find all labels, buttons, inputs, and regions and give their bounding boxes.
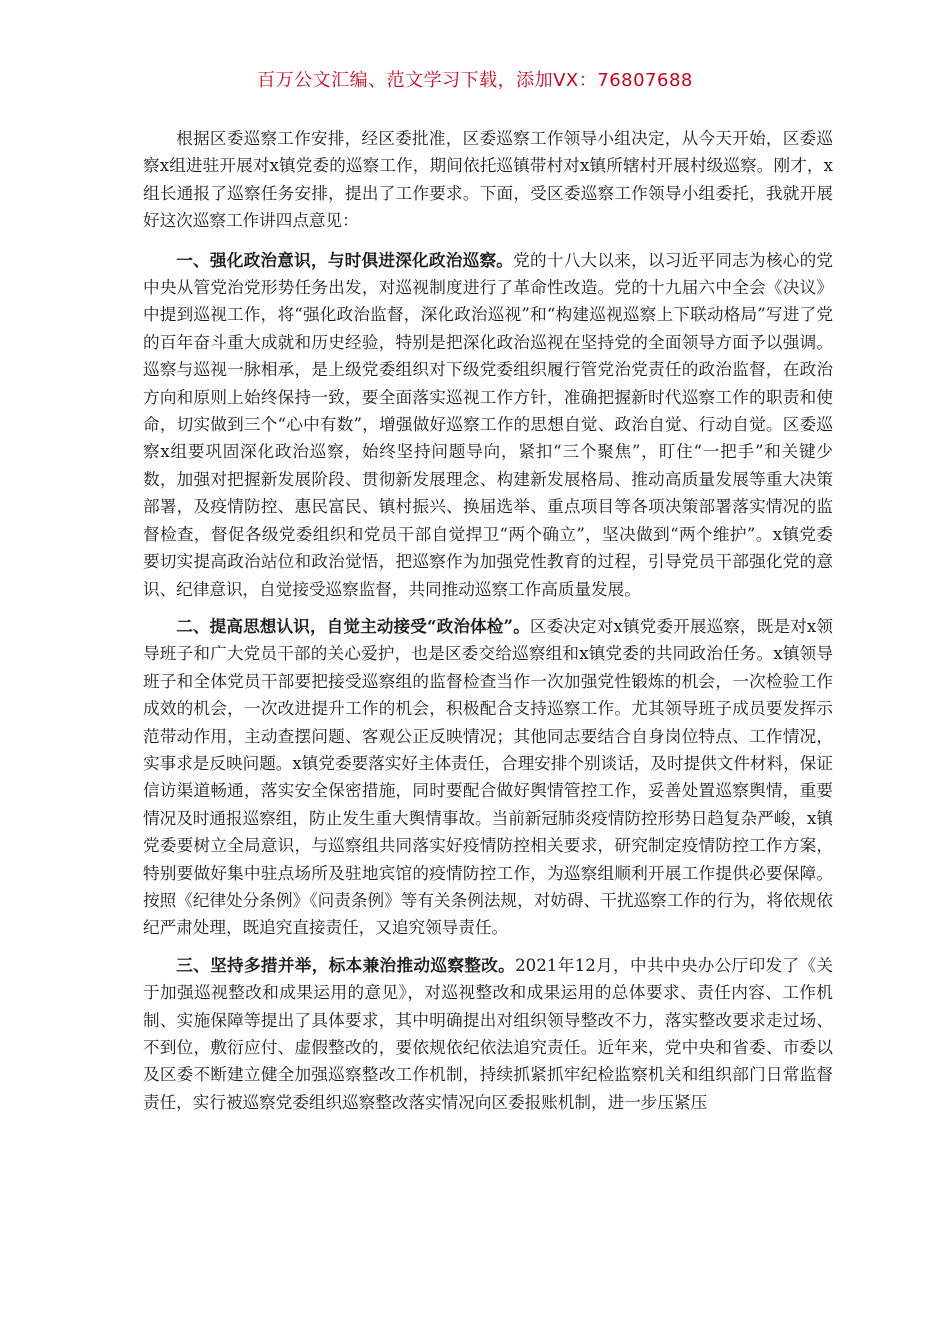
section-2-heading: 二、提高思想认识，自觉主动接受“政治体检”。 [176,615,530,636]
intro-paragraph: 根据区委巡察工作安排，经区委批准，区委巡察工作领导小组决定，从今天开始，区委巡察x组进驻开展对x镇党委的巡察工作，期间依托巡镇带村对x镇所辖村开展村级巡察。刚才，x组长通报了巡察任务安排，提出了工作要求。下面，受区委巡察工作领导小组委托，我就开展好这次巡察工作讲四点意见： [143,129,833,231]
section-1-paragraph [143,247,833,603]
section-3-heading: 三、坚持多措并举，标本兼治推动巡察整改。 [176,954,516,975]
section-2-body: 区委决定对x镇党委开展巡察，既是对x领导班子和广大党员干部的关心爱护，也是区委交给巡察组和x镇党委的共同政治任务。x镇领导班子和全体党员干部要把接受巡察组的监督检查当作一次加强党性锻炼的机会，一次检验工作成效的机会，一次改进提升工作的机会，积极配合支持巡察工作。尤其领导班子成员要发挥示范带动作用，主动查摆问题、客观公正反映情况；其他同志要结合自身岗位特点、工作情况，实事求是反映问题。x镇党委要落实好主体责任，合理安排个别谈话，及时提供文件材料，保证信访渠道畅通，落实安全保密措施，同时要配合做好舆情管控工作，妥善处置巡察舆情，重要情况及时通报巡察组，防止发生重大舆情事故。当前新冠肺炎疫情防控形势日趋复杂严峻，x镇党委要树立全局意识，与巡察组共同落实好疫情防控相关要求，研究制定疫情防控工作方案，特别要做好集中驻点场所及驻地宾馆的疫情防控工作，为巡察组顺利开展工作提供必要保障。按照《纪律处分条例》《问责条例》等有关条例法规，对妨碍、干扰巡察工作的行为，将依规依纪严肃处理，既追究直接责任，又追究领导责任。 [143,616,833,938]
section-1-heading: 一、强化政治意识，与时俱进深化政治巡察。 [176,249,514,270]
section-1-body: 党的十八大以来，以习近平同志为核心的党中央从管党治党形势任务出发，对巡视制度进行了革命性改造。党的十九届六中全会《决议》中提到巡视工作，将“强化政治监督，深化政治巡视”和“构建巡视巡察上下联动格局”写进了党的百年奋斗重大成就和历史经验，特别是把深化政治巡视在坚持党的全面领导方面予以强调。巡察与巡视一脉相承，是上级党委组织对下级党委组织履行管党治党责任的政治监督，在政治方向和原则上始终保持一致，要全面落实巡视工作方针，准确把握新时代巡察工作的职责和使命，切实做到三个“心中有数”，增强做好巡察工作的思想自觉、政治自觉、行动自觉。区委巡察x组要巩固深化政治巡察，始终坚持问题导向，紧扣“三个聚焦”，盯住“一把手”和关键少数，加强对把握新发展阶段、贯彻新发展理念、构建新发展格局、推动高质量发展等重大决策部署，及疫情防控、惠民富民、镇村振兴、换届选举、重点项目等各项决策部署落实情况的监督检查，督促各级党委组织和党员干部自觉捍卫“两个确立”，坚决做到“两个维护”。x镇党委要切实提高政治站位和政治觉悟，把巡察作为加强党性教育的过程，引导党员干部强化党的意识、纪律意识，自觉接受巡察监督，共同推动巡察工作高质量发展。 [143,250,834,599]
section-2-paragraph [143,613,833,942]
watermark-banner: 百万公文汇编、范文学习下载，添加VX：76807688 [257,70,693,91]
document-body [143,125,833,1126]
section-3-body: 2021年12月，中共中央办公厅印发了《关于加强巡视整改和成果运用的意见》，对巡视整改和成果运用的总体要求、责任内容、工作机制、实施保障等提出了具体要求，其中明确提出对组织领导整改不力，落实整改要求走过场、不到位，敷衍应付、虚假整改的，要依规依纪依法追究责任。近年来，党中央和省委、市委以及区委不断建立健全加强巡察整改工作机制，持续抓紧抓牢纪检监察机关和组织部门日常监督责任，实行被巡察党委组织巡察整改落实情况向区委报账机制，进一步压紧压 [143,955,833,1112]
section-3-paragraph [143,952,833,1116]
